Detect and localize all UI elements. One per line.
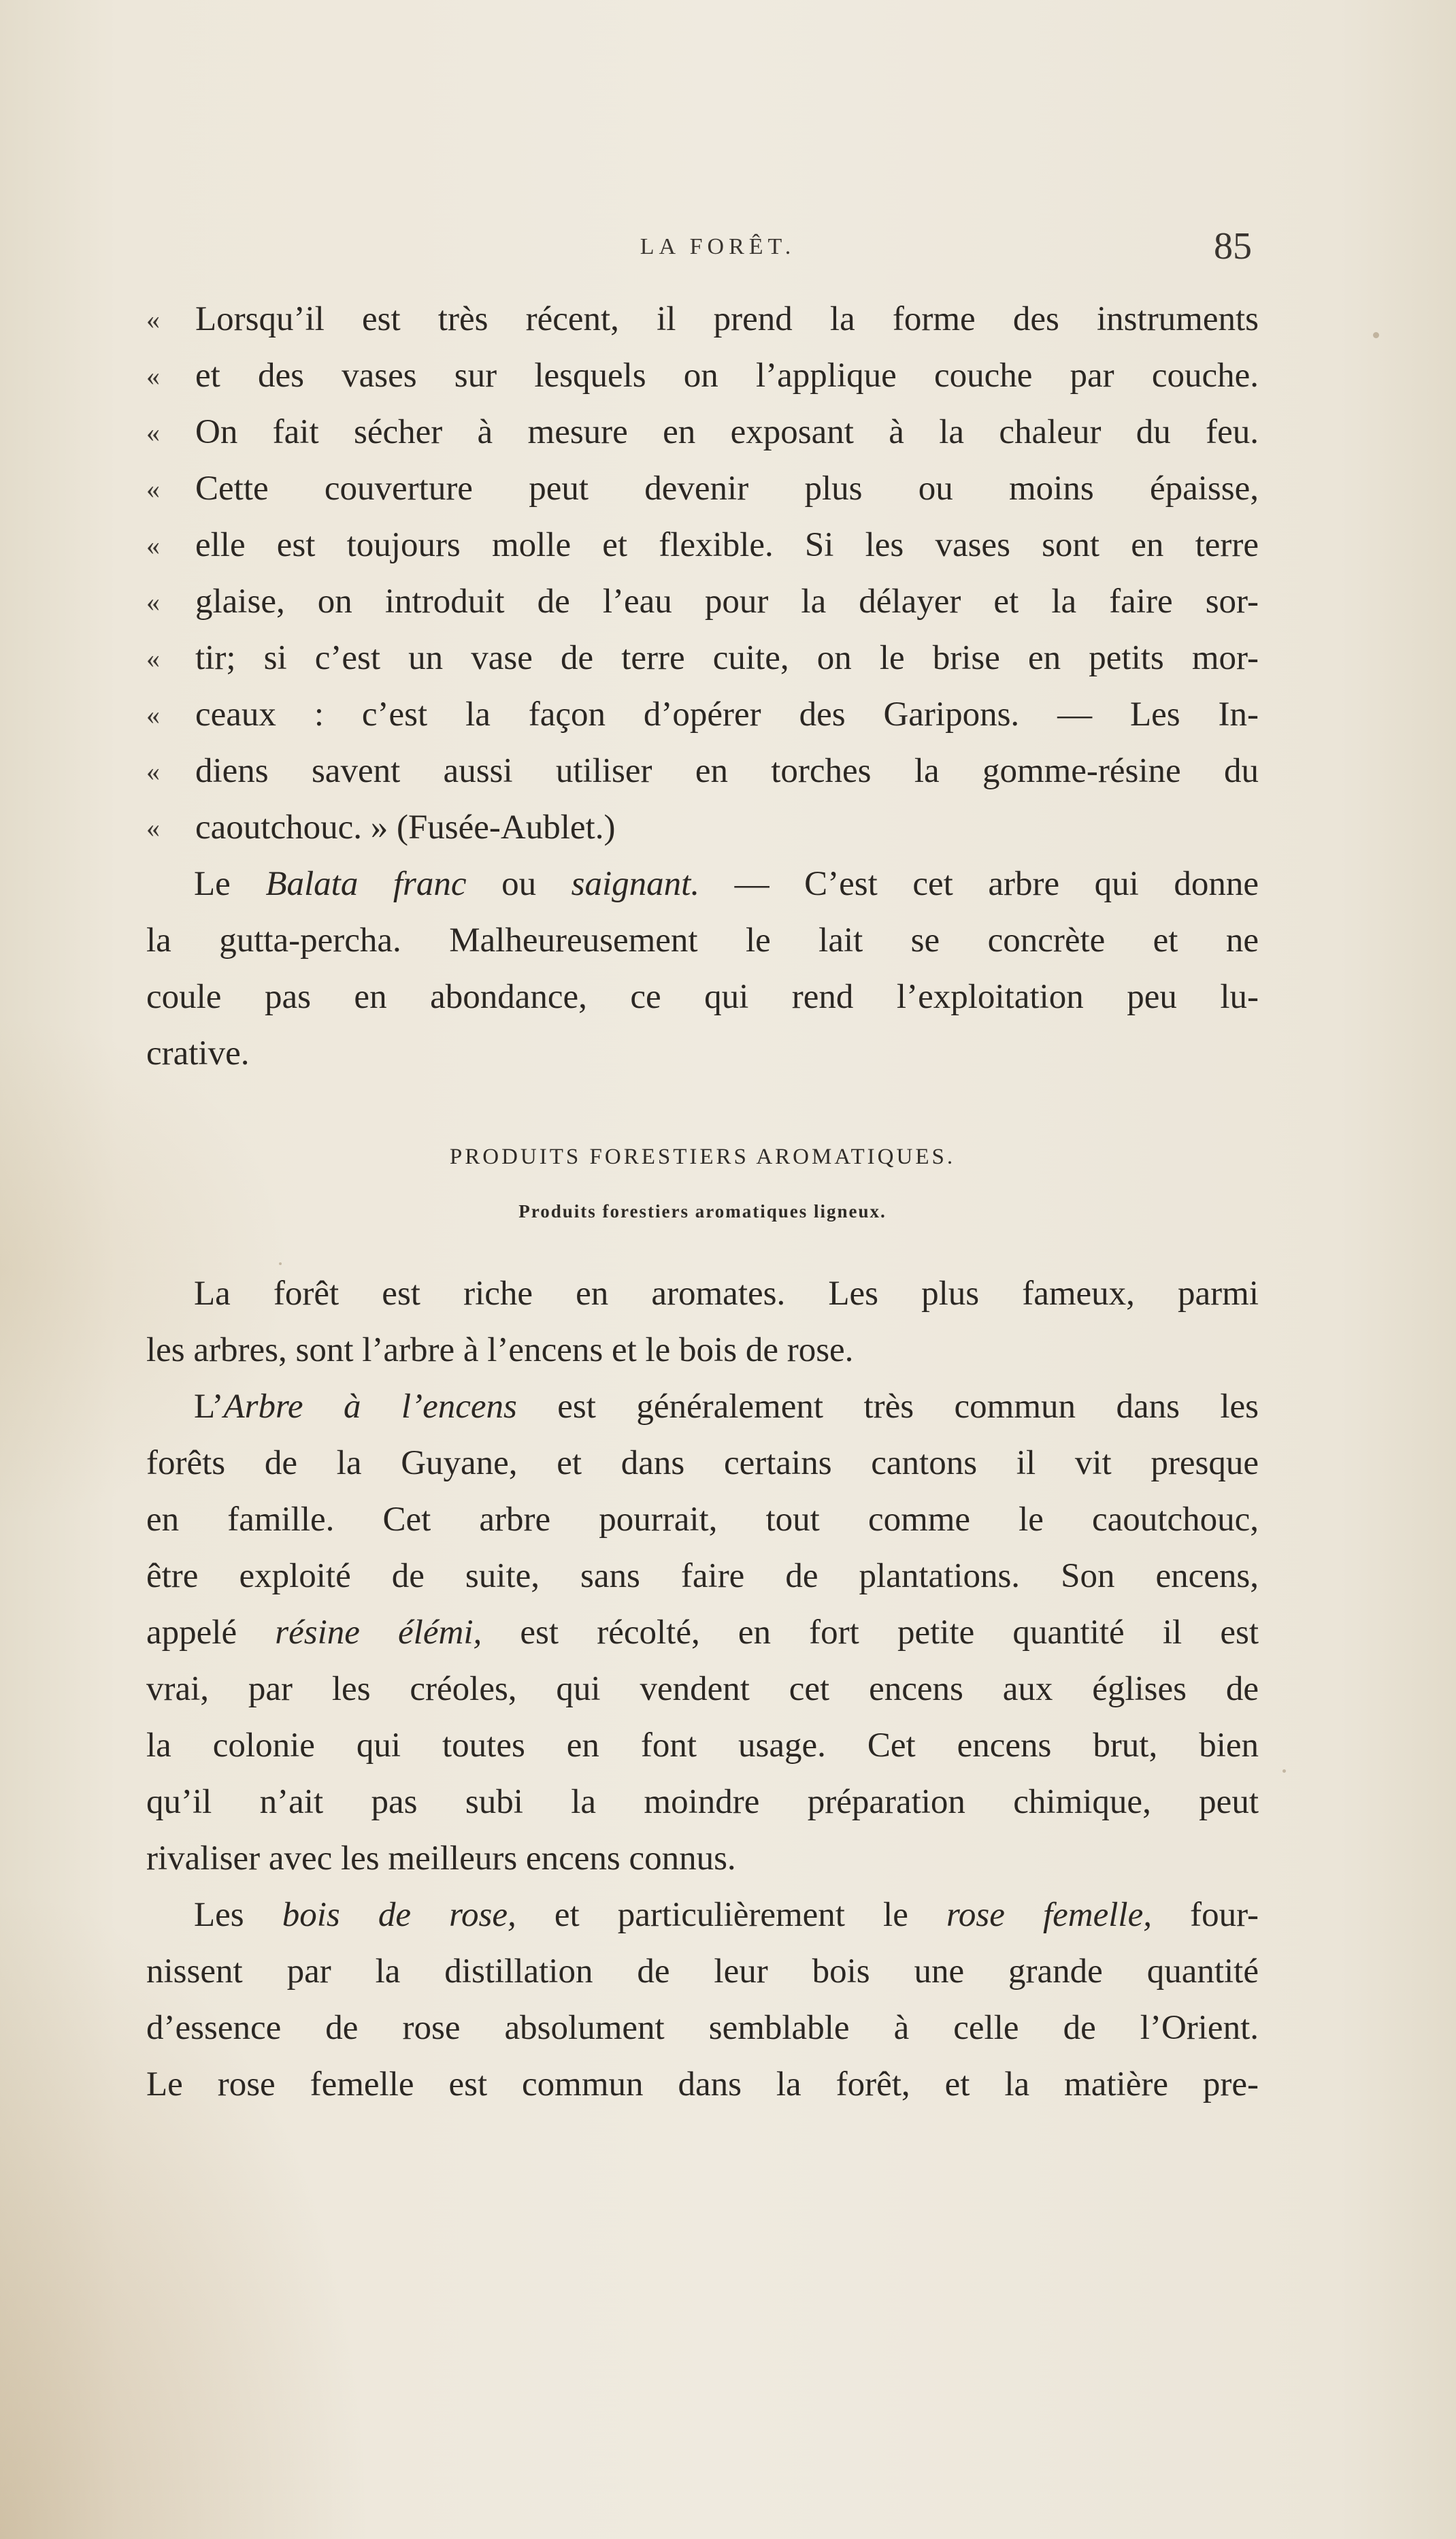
paragraph-line: rivaliser avec les meilleurs encens connus. [146, 1839, 736, 1878]
paragraph-line: la gutta-percha. Malheureusement le lait se concrète et ne [146, 921, 1259, 960]
quote-text: elle est toujours molle et flexible. Si les vases sont en terre [195, 526, 1259, 564]
text-span: L’ [194, 1388, 224, 1426]
quote-text: Lorsqu’il est très récent, il prend la forme des instruments [195, 300, 1259, 338]
text-span: Les [194, 1896, 282, 1934]
paragraph-line: forêts de la Guyane, et dans certains cantons il vit presque [146, 1444, 1259, 1482]
paragraph-line [146, 1605, 1259, 1661]
term-rose-femelle: rose femelle, [946, 1896, 1152, 1934]
paragraph-line: Le rose femelle est commun dans la forêt, et la matière pre- [146, 2065, 1259, 2103]
quote-text: tir; si c’est un vase de terre cuite, on le brise en petits mor- [195, 639, 1259, 677]
text-span: est récolté, en fort petite quantité il est [482, 1614, 1259, 1652]
paragraph-line: coule pas en abondance, ce qui rend l’exploitation peu lu- [146, 978, 1259, 1016]
quote-line [146, 630, 1259, 687]
quote-text: On fait sécher à mesure en exposant à la chaleur du feu. [195, 413, 1259, 451]
paragraph-balata-first-line [146, 856, 1259, 913]
paragraph-line: être exploité de suite, sans faire de plantations. Son encens, [146, 1557, 1259, 1595]
quote-text: glaise, on introduit de l’eau pour la délayer et la faire sor- [195, 583, 1259, 621]
page-number: 85 [1214, 225, 1252, 267]
quote-line [146, 800, 1259, 856]
quote-line [146, 574, 1259, 630]
paragraph-line: La forêt est riche en aromates. Les plus fameux, parmi [194, 1275, 1259, 1313]
paragraph-rose-first-line [146, 1887, 1259, 1944]
paragraph-line: d’essence de rose absolument semblable à celle de l’Orient. [146, 2009, 1259, 2047]
quote-text: Cette couverture peut devenir plus ou moins épaisse, [195, 470, 1259, 508]
paragraph-encens-first-line [146, 1379, 1259, 1435]
quote-line [146, 743, 1259, 800]
quote-text: ceaux : c’est la façon d’opérer des Garipons. — Les In- [195, 695, 1259, 734]
quote-mark: « [146, 587, 160, 617]
quote-text: et des vases sur lesquels on l’applique couche par couche. [195, 357, 1259, 395]
body-text [146, 291, 1259, 2113]
page-header [184, 225, 1252, 272]
paper-speck [1373, 332, 1379, 338]
term-bois-de-rose: bois de rose, [282, 1896, 516, 1934]
term-resine-elemi: résine élémi, [275, 1614, 482, 1652]
quote-line [146, 404, 1259, 461]
quote-mark: « [146, 361, 160, 391]
paragraph-line: vrai, par les créoles, qui vendent cet encens aux églises de [146, 1670, 1259, 1708]
quote-line [146, 461, 1259, 517]
text-span: four- [1151, 1896, 1259, 1934]
quote-mark: « [146, 530, 160, 561]
quote-mark: « [146, 756, 160, 787]
term-saignant: saignant. [571, 865, 700, 903]
term-balata-franc: Balata franc [265, 865, 467, 903]
quote-line [146, 687, 1259, 743]
text-span: et particulièrement le [516, 1896, 946, 1934]
quote-line [146, 291, 1259, 348]
paper-speck [1283, 1769, 1286, 1773]
quote-mark: « [146, 813, 160, 843]
quote-text: diens savent aussi utiliser en torches la gomme-résine du [195, 752, 1259, 790]
paragraph-line: en famille. Cet arbre pourrait, tout comme le caoutchouc, [146, 1501, 1259, 1539]
term-arbre-encens: Arbre à l’encens [223, 1388, 517, 1426]
paragraph-line: les arbres, sont l’arbre à l’encens et le bois de rose. [146, 1331, 854, 1369]
text-span: ou [466, 865, 572, 903]
text-span: est généralement très commun dans les [516, 1388, 1259, 1426]
sub-heading: Produits forestiers aromatiques ligneux. [518, 1201, 887, 1222]
quote-text: caoutchouc. » (Fusée-Aublet.) [195, 808, 616, 847]
quote-mark: « [146, 417, 160, 448]
paragraph-line: qu’il n’ait pas subi la moindre préparation chimique, peut [146, 1783, 1259, 1821]
quote-line [146, 517, 1259, 574]
text-span: Le [194, 865, 266, 903]
running-title: LA FORÊT. [640, 234, 796, 259]
paragraph-line: la colonie qui toutes en font usage. Cet encens brut, bien [146, 1726, 1259, 1765]
section-heading: PRODUITS FORESTIERS AROMATIQUES. [449, 1145, 956, 1169]
quote-mark: « [146, 700, 160, 730]
quote-mark: « [146, 643, 160, 674]
text-span: appelé [146, 1614, 276, 1652]
quote-line [146, 348, 1259, 404]
paragraph-line: nissent par la distillation de leur bois une grande quantité [146, 1952, 1259, 1991]
paragraph-line: crative. [146, 1034, 250, 1072]
quote-mark: « [146, 474, 160, 504]
text-span: — C’est cet arbre qui donne [699, 865, 1259, 903]
quote-mark: « [146, 304, 160, 335]
